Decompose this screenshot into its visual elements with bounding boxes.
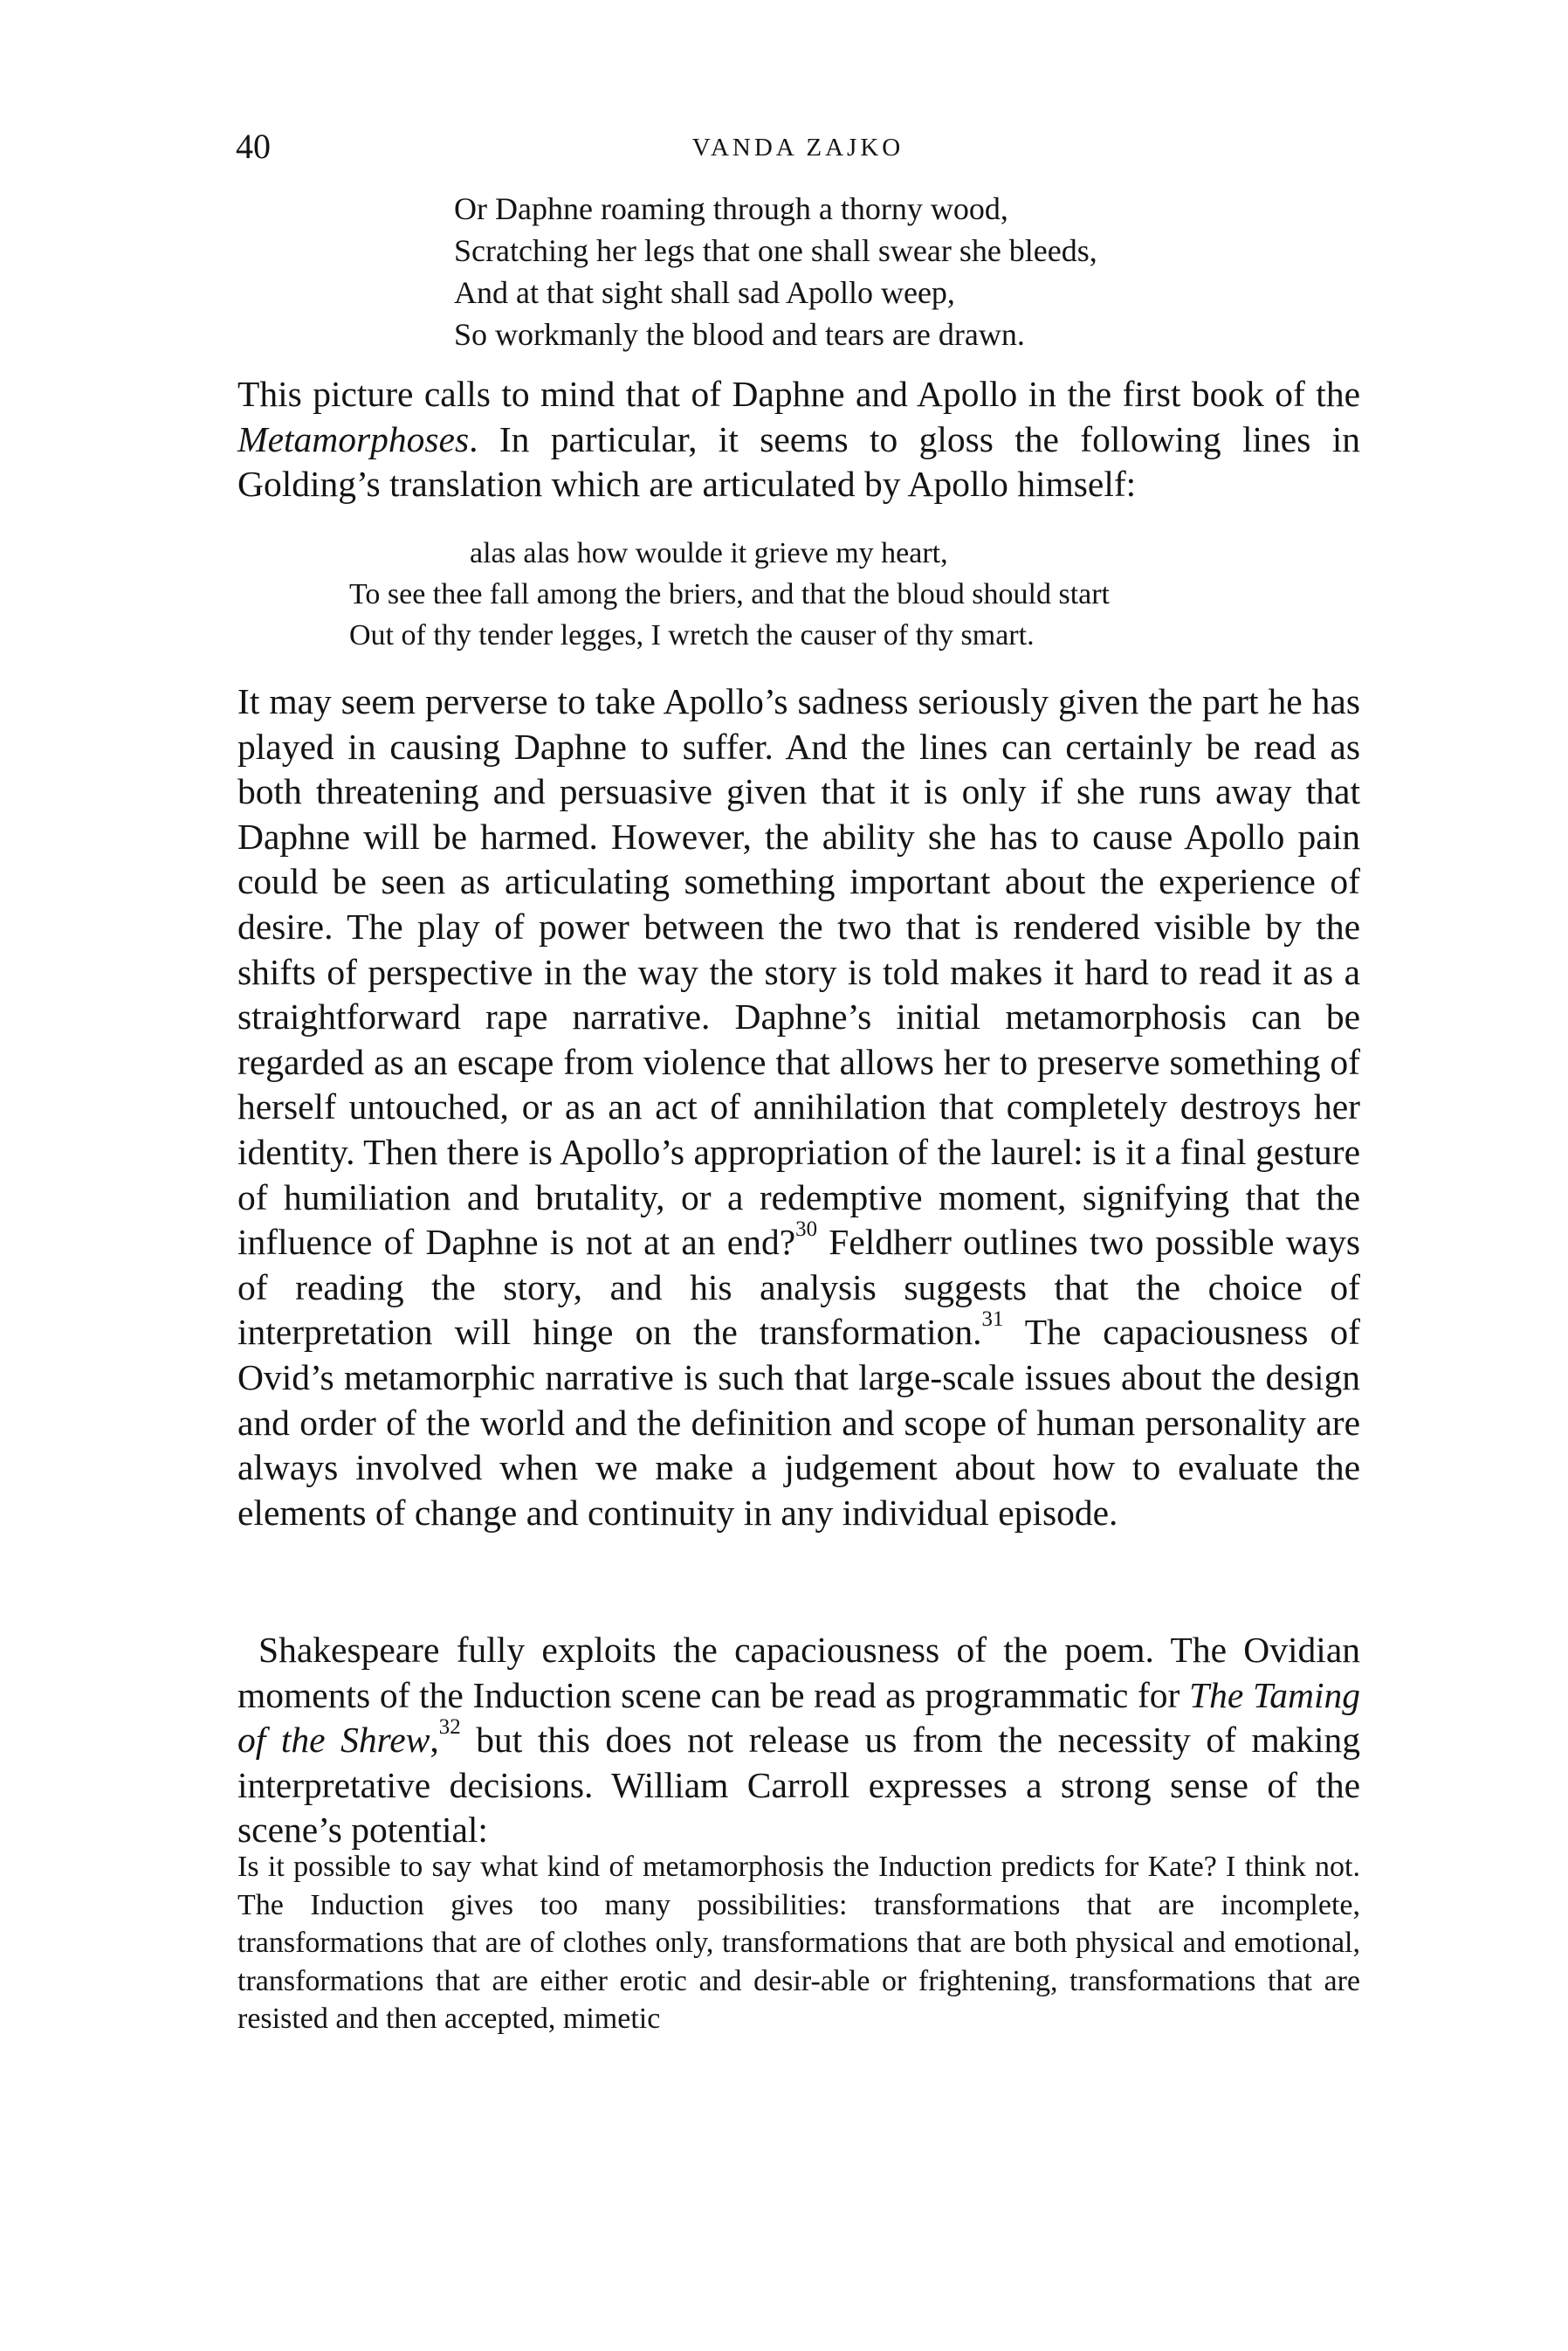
paragraph-text: The capaciousness of Ovid’s metamorphic narrative is such that large-scale issues about the design and order of the world and the definition and scope of human personality are always involved when we make a judgement about how to evaluate the elements of change and continuity in any individual episode. <box>237 1312 1361 1533</box>
verse-quotation-shakespeare <box>454 188 1097 355</box>
italic-title-taming-of-the-shrew: The Taming of the Shrew <box>237 1674 1360 1761</box>
verse-line: Or Daphne roaming through a thorny wood, <box>454 191 1008 226</box>
paragraph-text: It may seem perverse to take Apollo’s sadness seriously given the part he has played in causing Daphne to suffer. And the lines can certainly be read as both threatening and persuasive given that it is only if she runs away that Daphne will be harmed. However, the ability she has to cause Apollo pain could be seen as articulating something important about the experience of desire. The play of power between the two that is rendered visible by the shifts of perspective in the way the story is told makes it hard to read it as a straightforward rape narrative. Daphne’s initial metamorphosis can be regarded as an escape from violence that allows her to preserve something of herself untouched, or as an act of annihilation that completely destroys her identity. Then there is Apollo’s appropriation of the laurel: is it a final gesture of humiliation and brutality, or a redemptive moment, signifying that the influence of Daphne is not at an end? <box>237 681 1360 1263</box>
footnote-marker-32[interactable]: 32 <box>438 1715 461 1740</box>
page-number: 40 <box>236 127 271 166</box>
verse-line: Out of thy tender legges, I wretch the causer of thy smart. <box>349 619 1035 652</box>
verse-quotation-golding <box>349 533 1110 656</box>
paragraph-shakespeare <box>237 1628 1360 1853</box>
paragraph-text: This picture calls to mind that of Daphne and Apollo in the first book of the <box>237 374 1360 414</box>
running-head: VANDA ZAJKO <box>691 134 904 162</box>
italic-title-metamorphoses: Metamorphoses <box>237 418 470 459</box>
verse-line: alas alas how woulde it grieve my heart, <box>470 537 948 569</box>
footnote-marker-31[interactable]: 31 <box>981 1307 1004 1332</box>
verse-line: To see thee fall among the briers, and that the bloud should start <box>349 578 1111 610</box>
paragraph-text: but this does not release us from the necessity of making interpretative decisions. William Carroll expresses a strong sense of the scene’s potential: <box>237 1720 1360 1851</box>
paragraph-text: , <box>430 1720 439 1761</box>
paragraph-daphne-apollo <box>237 372 1360 507</box>
page-header <box>236 129 1360 164</box>
footnote-marker-30[interactable]: 30 <box>795 1217 818 1241</box>
verse-line: So workmanly the blood and tears are drawn. <box>454 317 1025 352</box>
paragraph-text: Shakespeare fully exploits the capaciousness of the poem. The Ovidian moments of the Induction scene can be read as programmatic for <box>237 1630 1360 1715</box>
block-quote-carroll: Is it possible to say what kind of metamorphosis the Induction predicts for Kate? I think not. The Induction gives too many possibilities: transformations that are incomplete, transformations that are of clothes only, transformations that are both physical and emotional, transformations that are either erotic and desir-able or frightening, transformations that are resisted and then accepted, mimetic <box>237 1851 1360 2035</box>
verse-line: And at that sight shall sad Apollo weep, <box>454 275 955 310</box>
paragraph-apollo-sadness <box>237 679 1360 1535</box>
paragraph-text: . In particular, it seems to gloss the following lines in Golding’s translation which are articulated by Apollo himself: <box>237 418 1360 505</box>
paragraph-text: Feldherr outlines two possible ways of reading the story, and his analysis suggests that the choice of interpretation will hinge on the transformation. <box>237 1222 1360 1353</box>
verse-line: Scratching her legs that one shall swear she bleeds, <box>454 233 1097 268</box>
